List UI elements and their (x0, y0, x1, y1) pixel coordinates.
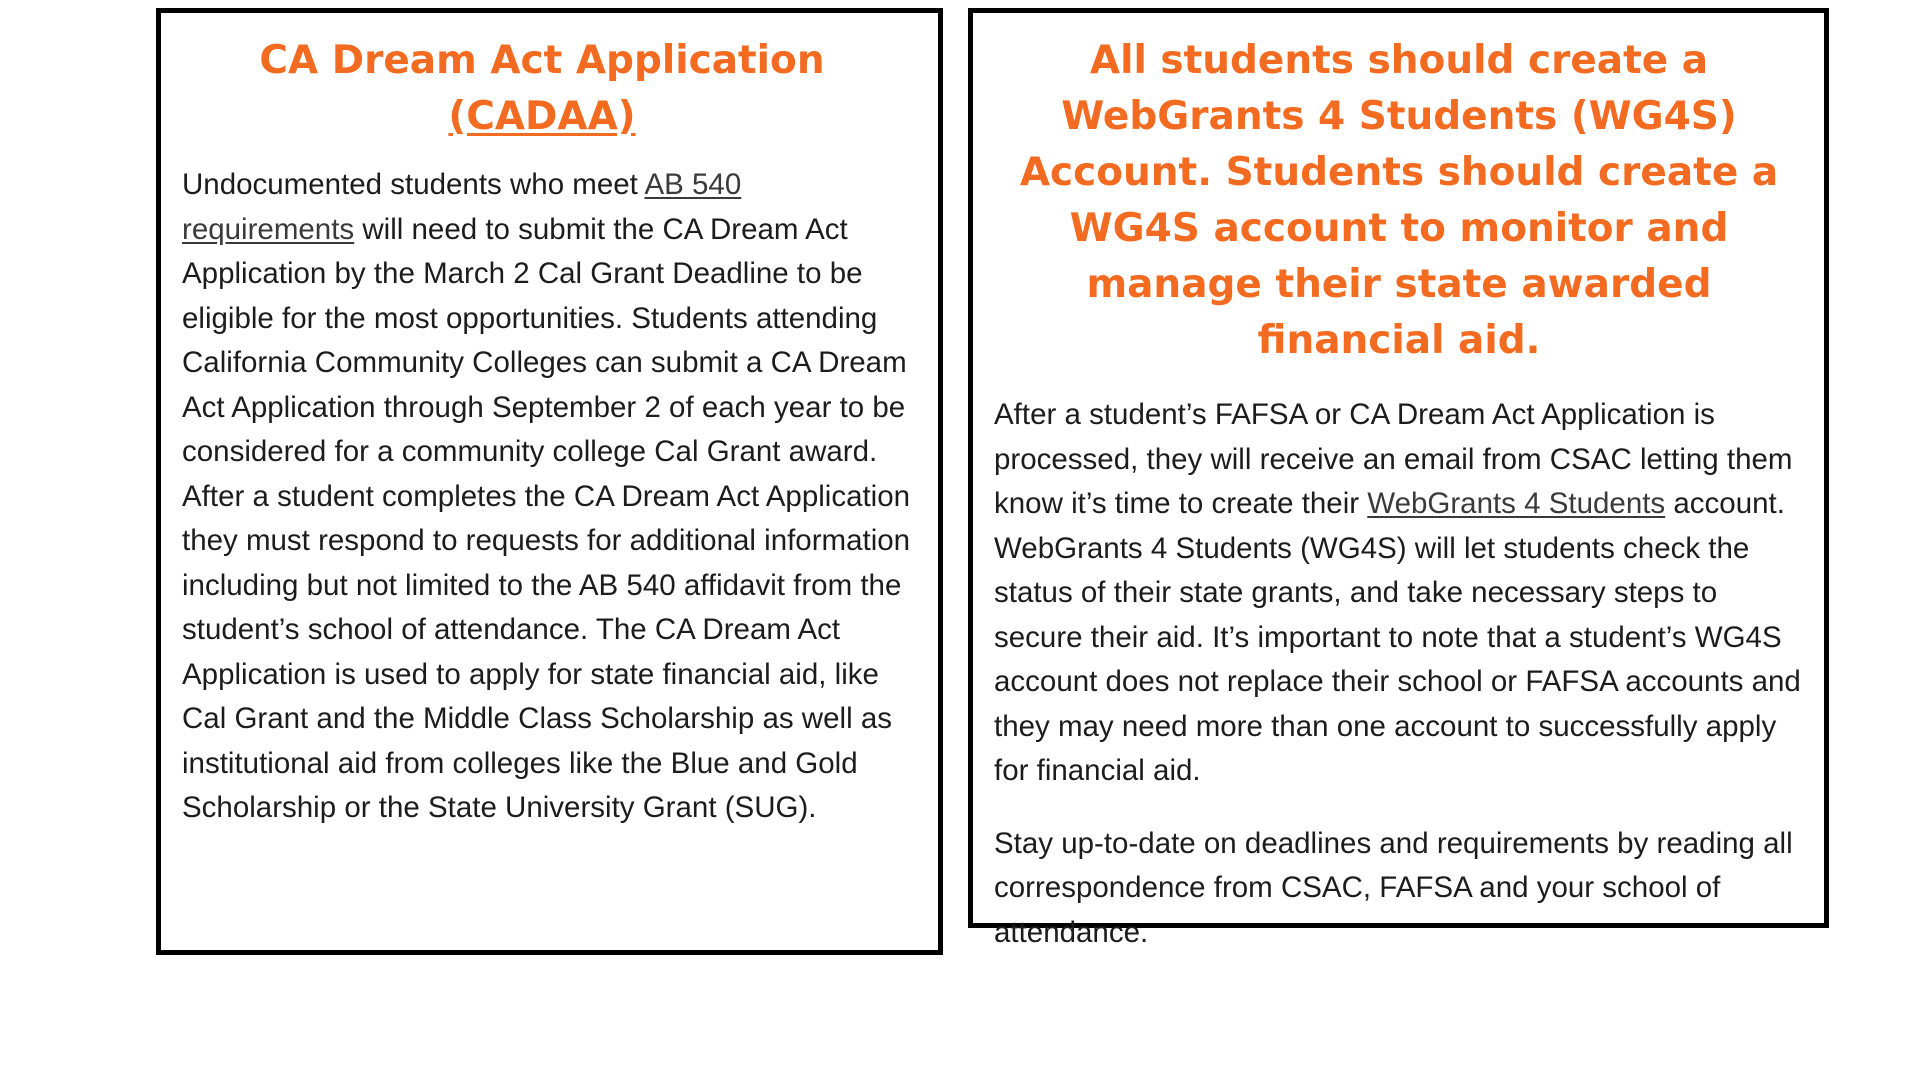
wg4s-body-text-1: After a student’s FAFSA or CA Dream Act Application is processed, they will receive an email from CSAC letting them know it’s time to create their (994, 398, 1793, 520)
wg4s-body-paragraph-2: Stay up-to-date on deadlines and requirements by reading all correspondence from CSAC, FAFSA and your school of attendance. (994, 826, 1793, 949)
webgrants-4-students-link[interactable]: WebGrants 4 Students (1367, 487, 1666, 520)
cadaa-body (182, 163, 918, 831)
cadaa-title-text: CA Dream Act Application (259, 38, 825, 83)
wg4s-body-text-2: account. WebGrants 4 Students (WG4S) will let students check the status of their state grants, and take necessary steps to secure their aid. It’s important to note that a student’s WG4S account does not replace their school or FAFSA accounts and they may need more than one account to successfully apply for financial aid. (994, 487, 1801, 787)
ab540-requirements-link[interactable]: AB 540 requirements (182, 168, 742, 246)
cadaa-body-text-2: will need to submit the CA Dream Act Application by the March 2 Cal Grant Deadline to be eligible for the most opportunities. Students attending California Community Colleges can submit a CA Dream Act Application through September 2 of each year to be considered for a community college Cal Grant award. After a student completes the CA Dream Act Application they must respond to requests for additional information including but not limited to the AB 540 affidavit from the student’s school of attendance. The CA Dream Act Application is used to apply for state financial aid, like Cal Grant and the Middle Class Scholarship as well as institutional aid from colleges like the Blue and Gold Scholarship or the State University Grant (SUG). (182, 212, 911, 824)
cadaa-title-link[interactable]: (CADAA) (448, 94, 636, 139)
wg4s-title: All students should create a WebGrants 4 Students (WG4S) Account. Students should create a WG4S account to monitor and manage their state awarded financial aid. (1019, 38, 1779, 363)
cadaa-title (182, 33, 902, 145)
cadaa-body-text-1: Undocumented students who meet (182, 168, 645, 201)
wg4s-body-paragraph-1 (994, 393, 1804, 794)
cadaa-card (156, 8, 943, 955)
wg4s-card (968, 8, 1829, 949)
